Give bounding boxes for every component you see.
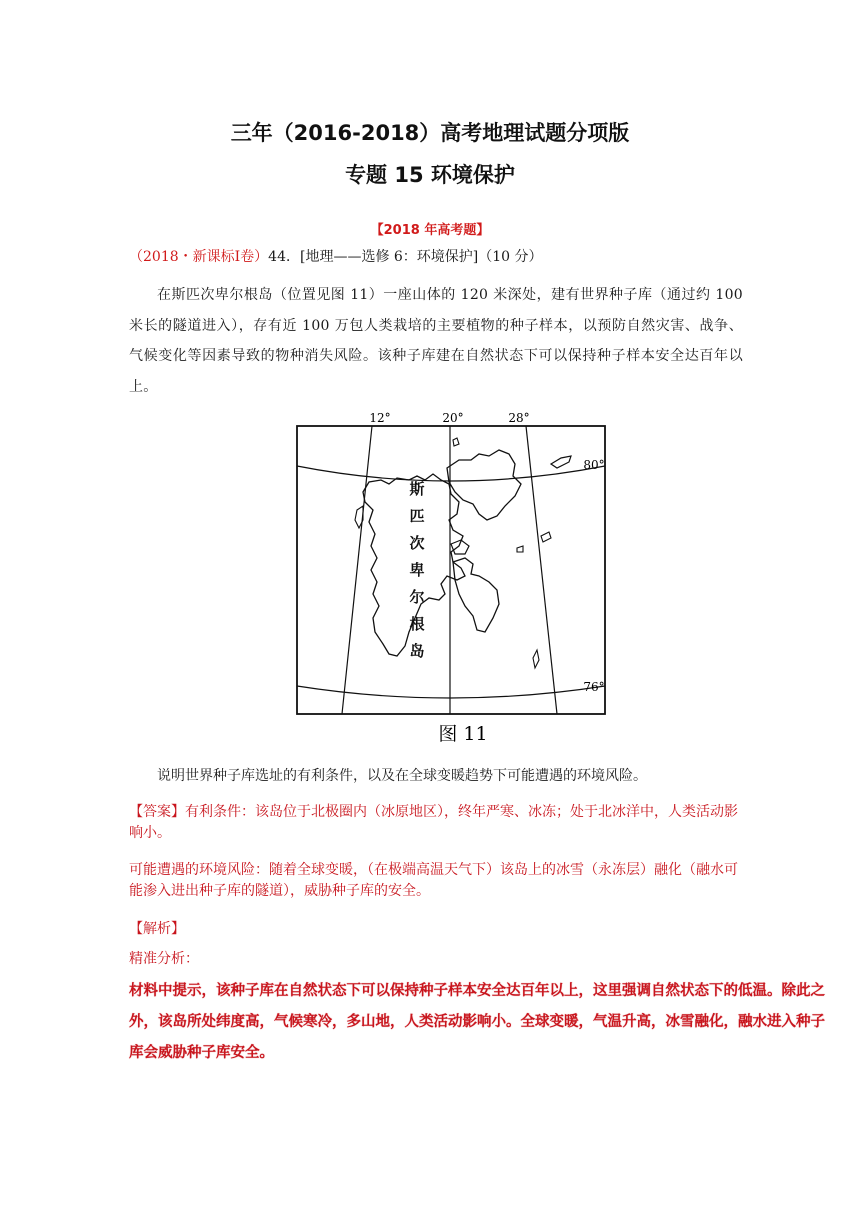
explanation-text: 材料中提示，该种子库在自然状态下可以保持种子样本安全达百年以上，这里强调自然状态下的低温。除此之外，该岛所处纬度高，气候寒冷，多山地，人类活动影响小。全球变暖，气温升高，冰雪融化，融水进入种子库会威胁种子库安全。: [129, 983, 825, 1061]
islet-northeast: [541, 532, 551, 542]
figure-map: [293, 410, 611, 750]
map-frame: [297, 426, 605, 714]
lon-label-28: 28°: [508, 411, 530, 425]
question-header: [129, 246, 543, 266]
islet-north: [453, 438, 459, 446]
lon-label-12: 12°: [369, 411, 391, 425]
island-label-char: 卑: [409, 561, 425, 579]
question-source: （2018・新课标Ⅰ卷）: [129, 249, 269, 265]
question-number-topic: 44．[地理——选修 6：环境保护]（10 分）: [268, 249, 543, 265]
svalbard-map: [293, 410, 611, 750]
question-passage: 在斯匹次卑尔根岛（位置见图 11）一座山体的 120 米深处，建有世界种子库（通过约 100 米长的隧道进入），存有近 100 万包人类栽培的主要植物的种子样本，以预防自然灾害、战争、气候变化等因素导致的物种消失风险。该种子库建在自然状态下可以保持种子样本安全达百年以上。: [129, 287, 743, 395]
document-subtitle: 专题 15 环境保护: [345, 163, 515, 187]
island-label-char: 斯: [409, 480, 425, 498]
island-label-char: 匹: [409, 507, 425, 525]
islet-east: [517, 546, 523, 552]
meridian-28: [526, 426, 557, 714]
island-name-label: [409, 480, 424, 660]
island-edgeoya: [453, 558, 499, 632]
explanation-label: 【解析】: [129, 921, 185, 937]
lat-label-76: 76°: [583, 680, 605, 694]
answer-text-1: 有利条件：该岛位于北极圈内（冰原地区），终年严寒、冰冻；处于北冰洋中，人类活动影响小。: [129, 804, 738, 841]
islet-kvitoya: [551, 456, 571, 468]
islet-hopen: [533, 650, 539, 668]
explanation-sub-label: 精准分析：: [129, 951, 199, 967]
island-label-char: 根: [409, 615, 425, 633]
figure-caption: 图 11: [438, 723, 488, 745]
answer-part-1: [129, 802, 749, 844]
section-tag: 【2018 年高考题】: [370, 223, 490, 238]
lat-label-80: 80°: [583, 458, 605, 472]
island-label-char: 岛: [409, 642, 425, 660]
question-prompt: 说明世界种子库选址的有利条件，以及在全球变暖趋势下可能遭遇的环境风险。: [157, 768, 647, 784]
lon-label-20: 20°: [442, 411, 464, 425]
parallel-76: [297, 686, 605, 698]
document-title: 三年（2016-2018）高考地理试题分项版: [230, 121, 630, 145]
answer-part-2: 可能遭遇的环境风险：随着全球变暖，（在极端高温天气下）该岛上的冰雪（永冻层）融化（融水可能渗入进出种子库的隧道），威胁种子库的安全。: [129, 862, 738, 899]
island-label-char: 次: [409, 534, 425, 552]
parallel-80: [297, 466, 605, 481]
meridian-12: [342, 426, 372, 714]
island-label-char: 尔: [409, 588, 425, 606]
answer-label: 【答案】: [129, 804, 185, 820]
